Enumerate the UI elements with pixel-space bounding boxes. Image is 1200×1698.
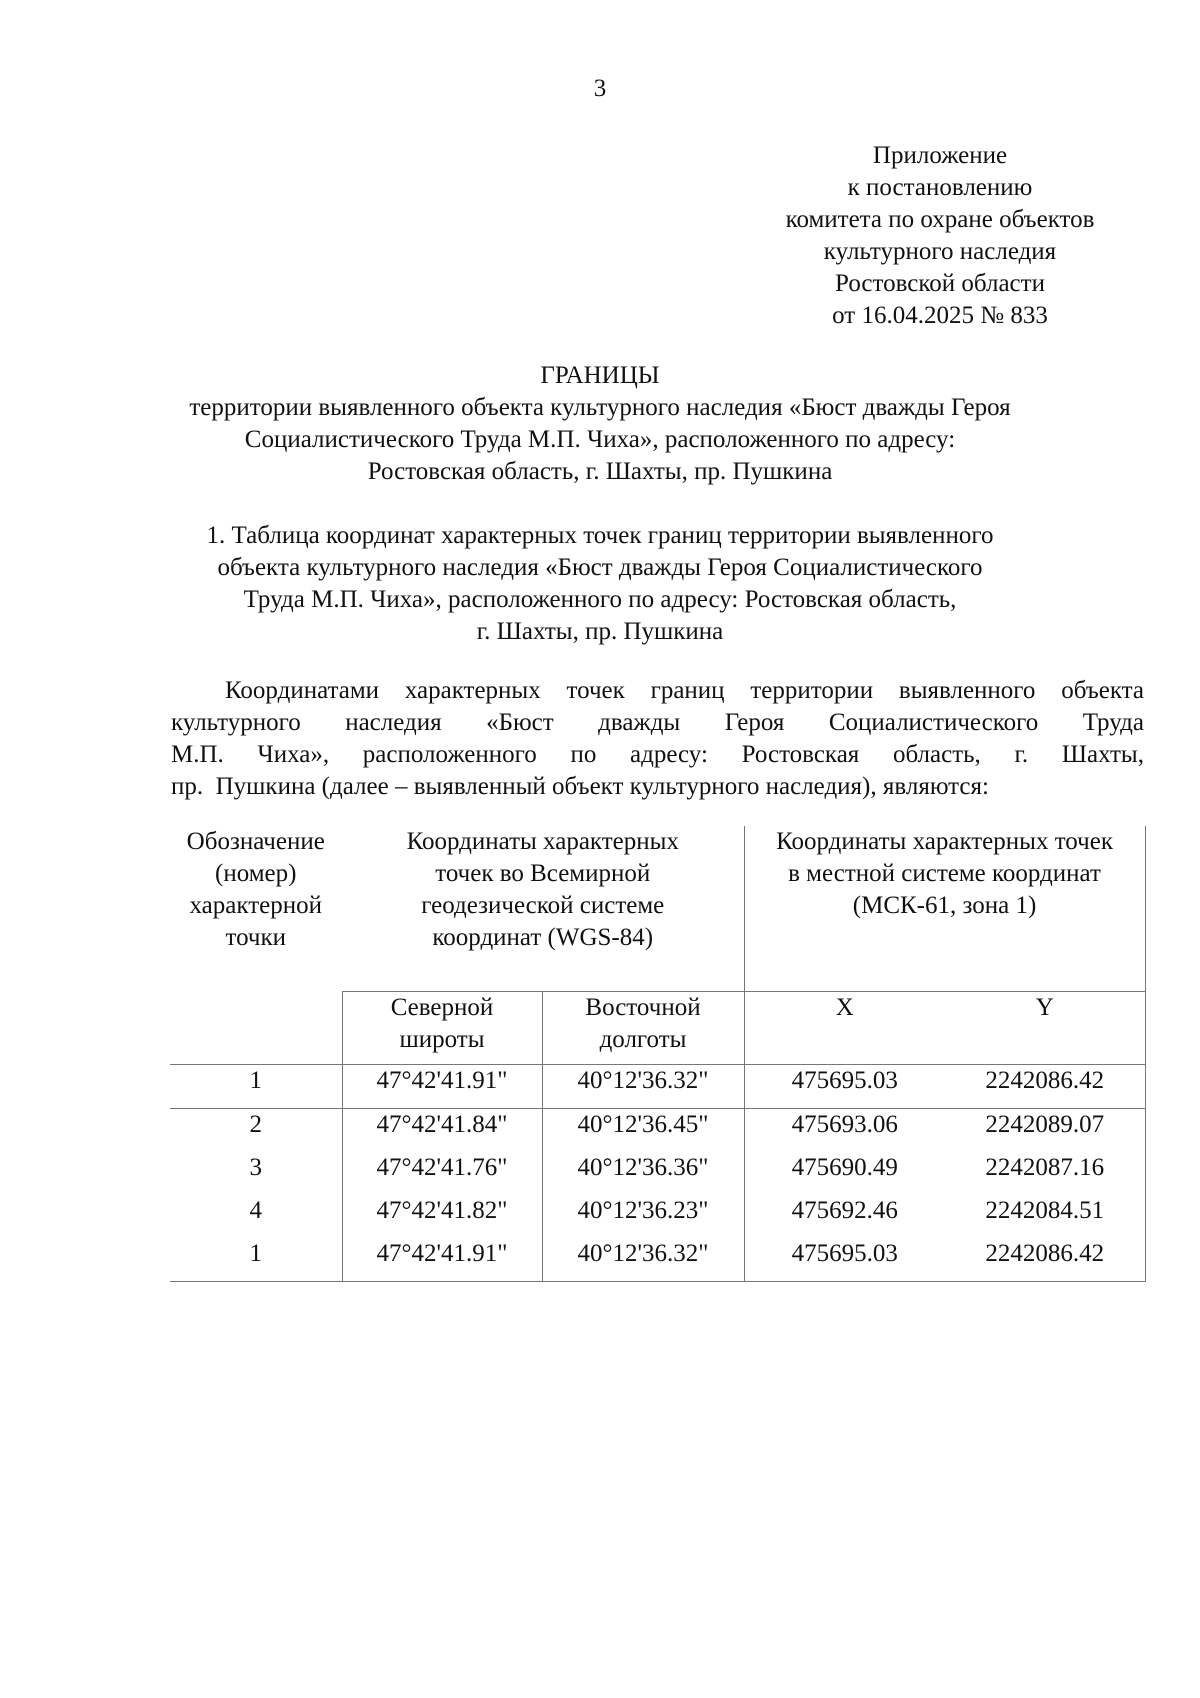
paragraph-word: Героя xyxy=(724,709,785,736)
cell-y: 2242084.51 xyxy=(945,1195,1145,1238)
cell-y: 2242087.16 xyxy=(945,1152,1145,1195)
header-text: координат (WGS-84) xyxy=(432,924,654,951)
body-paragraph xyxy=(171,675,1144,803)
cell-y: 2242089.07 xyxy=(945,1109,1145,1153)
table-row xyxy=(170,1152,1145,1195)
cell-latitude: 47°42'41.91" xyxy=(342,1238,542,1282)
appendix-block xyxy=(760,140,1120,332)
header-longitude xyxy=(542,992,744,1065)
cell-y: 2242086.42 xyxy=(945,1238,1145,1282)
paragraph-line xyxy=(171,675,1144,707)
header-y: Y xyxy=(945,992,1145,1065)
cell-latitude: 47°42'41.76" xyxy=(342,1152,542,1195)
cell-x: 475690.49 xyxy=(744,1152,945,1195)
cell-longitude: 40°12'36.23" xyxy=(542,1195,744,1238)
paragraph-word: культурного xyxy=(171,709,301,736)
table-header-row xyxy=(170,826,1145,992)
cell-point-number: 1 xyxy=(170,1238,342,1282)
paragraph-word: выявленного xyxy=(898,677,1036,704)
section-heading-line: Труда М.П. Чиха», расположенного по адресу: Ростовская область, xyxy=(243,586,957,613)
header-designation xyxy=(170,826,342,1065)
cell-x: 475695.03 xyxy=(744,1238,945,1282)
paragraph-word: по xyxy=(570,741,597,768)
coordinates-table xyxy=(170,826,1146,1282)
paragraph-line xyxy=(171,771,1144,803)
paragraph-line xyxy=(171,707,1144,739)
header-text: Координаты характерных xyxy=(406,828,679,855)
page-number: 3 xyxy=(593,75,607,102)
cell-point-number: 1 xyxy=(170,1065,342,1109)
cell-latitude: 47°42'41.82" xyxy=(342,1195,542,1238)
header-latitude xyxy=(342,992,542,1065)
paragraph-word: характерных xyxy=(404,677,541,704)
header-text: Координаты характерных точек xyxy=(776,828,1113,855)
paragraph-word: Шахты, xyxy=(1061,741,1144,768)
appendix-line: комитета по охране объектов xyxy=(785,206,1095,233)
section-heading xyxy=(0,520,1200,648)
paragraph-word: «Бюст xyxy=(486,709,554,736)
section-heading-line: объекта культурного наследия «Бюст дважды Героя Социалистического xyxy=(217,554,983,581)
document-title xyxy=(0,360,1200,488)
title-heading: ГРАНИЦЫ xyxy=(540,362,660,389)
paragraph-word: пр. Пушкина (далее – выявленный объект культурного наследия), являются: xyxy=(171,773,989,800)
header-text: точек во Всемирной xyxy=(435,860,651,887)
title-line: Социалистического Труда М.П. Чиха», расположенного по адресу: xyxy=(244,426,956,453)
header-text: точки xyxy=(225,924,287,951)
paragraph-word: наследия xyxy=(345,709,442,736)
cell-longitude: 40°12'36.32" xyxy=(542,1065,744,1109)
cell-longitude: 40°12'36.36" xyxy=(542,1152,744,1195)
appendix-line: к постановлению xyxy=(847,174,1033,201)
table-row xyxy=(170,1238,1145,1282)
cell-longitude: 40°12'36.45" xyxy=(542,1109,744,1153)
paragraph-line xyxy=(171,739,1144,771)
paragraph-word: М.П. xyxy=(171,741,224,768)
header-text: (номер) xyxy=(215,860,297,887)
cell-x: 475695.03 xyxy=(744,1065,945,1109)
header-wgs84 xyxy=(342,826,744,992)
appendix-line: от 16.04.2025 № 833 xyxy=(832,302,1048,329)
paragraph-word: точек xyxy=(566,677,625,704)
title-line: территории выявленного объекта культурного наследия «Бюст дважды Героя xyxy=(189,394,1011,421)
paragraph-word: Ростовская xyxy=(741,741,860,768)
header-local-system xyxy=(744,826,1145,992)
cell-point-number: 2 xyxy=(249,1111,262,1138)
cell-latitude: 47°42'41.84" xyxy=(342,1109,542,1153)
appendix-line: Ростовской области xyxy=(835,270,1045,297)
paragraph-word: объекта xyxy=(1061,677,1144,704)
table-row xyxy=(170,1195,1145,1238)
paragraph-word: г. xyxy=(1014,741,1029,768)
paragraph-word: Координатами xyxy=(225,677,380,704)
title-line: Ростовская область, г. Шахты, пр. Пушкина xyxy=(367,458,833,485)
header-text: Обозначение xyxy=(186,828,325,855)
paragraph-word: дважды xyxy=(598,709,681,736)
section-heading-line: г. Шахты, пр. Пушкина xyxy=(476,618,724,645)
table-row xyxy=(170,1065,1145,1109)
header-text: Восточной xyxy=(585,994,701,1021)
section-heading-line: 1. Таблица координат характерных точек границ территории выявленного xyxy=(206,522,994,549)
paragraph-word: территории xyxy=(750,677,874,704)
cell-longitude: 40°12'36.32" xyxy=(542,1238,744,1282)
paragraph-word: область, xyxy=(892,741,981,768)
paragraph-word: адресу: xyxy=(630,741,708,768)
paragraph-word: границ xyxy=(650,677,725,704)
cell-point-number: 3 xyxy=(249,1154,262,1181)
appendix-line: культурного наследия xyxy=(823,238,1057,265)
paragraph-word: расположенного xyxy=(362,741,537,768)
header-text: геодезической системе xyxy=(421,892,665,919)
paragraph-word: Социалистического xyxy=(828,709,1039,736)
cell-point-number: 4 xyxy=(249,1197,262,1224)
cell-x: 475692.46 xyxy=(744,1195,945,1238)
table-row xyxy=(170,1109,1145,1153)
header-text: характерной xyxy=(189,892,322,919)
cell-x: 475693.06 xyxy=(744,1109,945,1153)
paragraph-word: Чиха», xyxy=(257,741,330,768)
header-x: X xyxy=(744,992,945,1065)
cell-y: 2242086.42 xyxy=(945,1065,1145,1109)
appendix-line: Приложение xyxy=(872,142,1008,169)
header-text: широты xyxy=(399,1026,485,1053)
cell-latitude: 47°42'41.91" xyxy=(342,1065,542,1109)
paragraph-word: Труда xyxy=(1082,709,1144,736)
header-text: в местной системе координат xyxy=(788,860,1101,887)
header-text: Северной xyxy=(390,994,494,1021)
header-text: долготы xyxy=(599,1026,687,1053)
header-text: (МСК-61, зона 1) xyxy=(852,892,1037,919)
